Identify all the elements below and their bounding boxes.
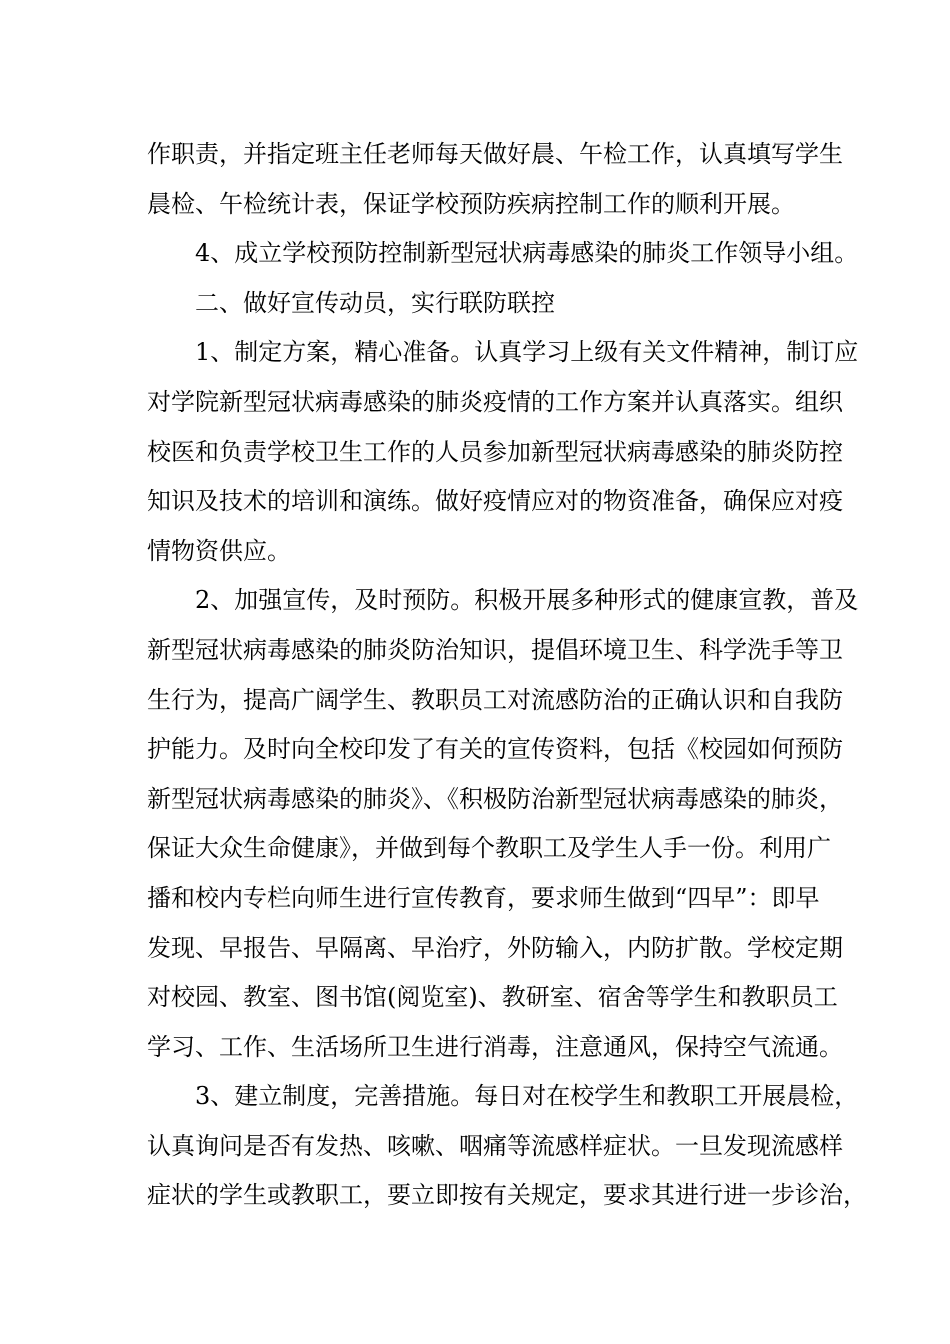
text-line: 新型冠状病毒感染的肺炎》、《积极防治新型冠状病毒感染的肺炎， [147, 784, 843, 813]
text-line: 1、制定方案，精心准备。认真学习上级有关文件精神，制订应 [195, 338, 859, 367]
text-line: 学习、工作、生活场所卫生进行消毒，注意通风，保持空气流通。 [147, 1032, 843, 1061]
text-line: 播和校内专栏向师生进行宣传教育，要求师生做到“四早”：即早 [147, 883, 820, 912]
section-heading: 二、做好宣传动员，实行联防联控 [195, 288, 555, 317]
text-line: 认真询问是否有发热、咳嗽、咽痛等流感样症状。一旦发现流感样 [147, 1131, 843, 1160]
text-line: 发现、早报告、早隔离、早治疗，外防输入，内防扩散。学校定期 [147, 933, 843, 962]
text-line: 晨检、午检统计表，保证学校预防疾病控制工作的顺利开展。 [147, 189, 795, 218]
text-line: 新型冠状病毒感染的肺炎防治知识，提倡环境卫生、科学洗手等卫 [147, 635, 843, 664]
text-line: 校医和负责学校卫生工作的人员参加新型冠状病毒感染的肺炎防控 [147, 437, 843, 466]
document-body [147, 130, 867, 1221]
text-line: 知识及技术的培训和演练。做好疫情应对的物资准备，确保应对疫 [147, 487, 843, 516]
text-line: 4、成立学校预防控制新型冠状病毒感染的肺炎工作领导小组。 [195, 239, 859, 268]
text-line: 作职责，并指定班主任老师每天做好晨、午检工作，认真填写学生 [147, 140, 843, 168]
text-line: 3、建立制度，完善措施。每日对在校学生和教职工开展晨检， [195, 1082, 859, 1111]
text-line: 保证大众生命健康》，并做到每个教职工及学生人手一份。利用广 [147, 834, 831, 863]
text-line: 生行为，提高广阔学生、教职员工对流感防治的正确认识和自我防 [147, 685, 843, 714]
text-line: 2、加强宣传，及时预防。积极开展多种形式的健康宣教，普及 [195, 586, 859, 615]
text-line: 情物资供应。 [147, 536, 291, 565]
text-line: 对校园、教室、图书馆(阅览室)、教研室、宿舍等学生和教职员工 [147, 983, 838, 1012]
text-line: 护能力。及时向全校印发了有关的宣传资料，包括《校园如何预防 [147, 735, 843, 764]
text-line: 对学院新型冠状病毒感染的肺炎疫情的工作方案并认真落实。组织 [147, 387, 843, 416]
text-line: 症状的学生或教职工，要立即按有关规定，要求其进行进一步诊治， [147, 1181, 867, 1210]
